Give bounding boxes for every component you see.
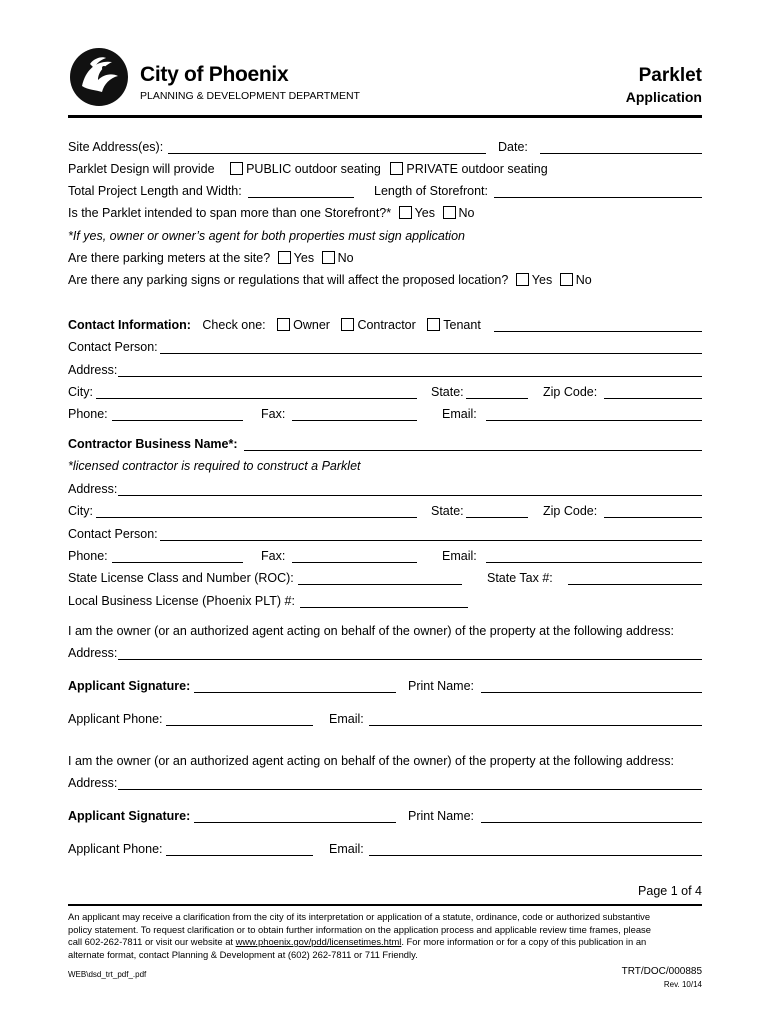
meters-no-checkbox[interactable] [322,251,335,264]
contact-address-label: Address: [68,363,118,377]
doc-number: TRT/DOC/000885 [621,966,702,977]
contractor-phone-label: Phone: [68,549,108,563]
contact-fax-label: Fax: [261,407,286,421]
contact-phone-field[interactable] [112,420,243,421]
owner2-signature-label: Applicant Signature: [68,809,191,823]
page-number: Page 1 of 4 [638,884,702,898]
contractor-zip-field[interactable] [604,517,702,518]
tenant-checkbox[interactable] [427,318,440,331]
contractor-state-field[interactable] [466,517,528,518]
signs-question: Are there any parking signs or regulations that will affect the proposed location? [68,273,509,287]
contractor-state-label: State: [431,504,464,518]
footer-rule [68,904,702,906]
licensetimes-link[interactable]: www.phoenix.gov/pdd/licensetimes.html [235,936,402,947]
owner1-address-field[interactable] [118,659,702,660]
contractor-person-field[interactable] [160,540,702,541]
owner1-signature-label: Applicant Signature: [68,679,191,693]
contact-zip-label: Zip Code: [543,385,598,399]
contact-phone-label: Phone: [68,407,108,421]
owner2-email-label: Email: [329,842,364,856]
local-license-label: Local Business License (Phoenix PLT) #: [68,594,295,608]
contact-state-label: State: [431,385,464,399]
license-label: State License Class and Number (ROC): [68,571,294,585]
owner1-print-name-field[interactable] [481,692,702,693]
contact-person-field[interactable] [160,353,702,354]
owner1-phone-field[interactable] [166,725,313,726]
meters-yes-label: Yes [293,251,315,265]
owner1-address-label: Address: [68,646,118,660]
state-tax-label: State Tax #: [487,571,553,585]
signs-no-checkbox[interactable] [560,273,573,286]
owner2-email-field[interactable] [369,855,702,856]
owner1-signature-field[interactable] [194,692,396,693]
local-license-field[interactable] [300,607,468,608]
tenant-label: Tenant [443,318,481,332]
project-length-field[interactable] [248,197,354,198]
check-one-label: Check one: [202,318,266,332]
contractor-phone-field[interactable] [112,562,243,563]
owner1-email-label: Email: [329,712,364,726]
storefront-length-field[interactable] [494,197,702,198]
private-seating-checkbox[interactable] [390,162,403,175]
meters-no-label: No [337,251,354,265]
contractor-person-label: Contact Person: [68,527,158,541]
owner2-signature-field[interactable] [194,822,396,823]
contractor-address-field[interactable] [118,495,702,496]
signs-yes-checkbox[interactable] [516,273,529,286]
owner1-email-field[interactable] [369,725,702,726]
public-seating-label: PUBLIC outdoor seating [246,162,381,176]
meters-row [68,251,354,265]
storefront-length-label: Length of Storefront: [374,184,488,198]
doc-title: Parklet [638,65,702,86]
contact-state-field[interactable] [466,398,528,399]
contact-email-label: Email: [442,407,477,421]
department-name: PLANNING & DEVELOPMENT DEPARTMENT [140,90,360,102]
contractor-note: *licensed contractor is required to construct a Parklet [68,459,361,473]
disclaimer-line-4: alternate format, contact Planning & Development at (602) 262-7811 or 711 Friendly. [68,948,418,960]
license-field[interactable] [298,584,462,585]
signs-row [68,273,592,287]
contact-city-field[interactable] [96,398,417,399]
state-tax-field[interactable] [568,584,702,585]
org-name: City of Phoenix [140,63,289,86]
contractor-checkbox[interactable] [341,318,354,331]
contractor-name-field[interactable] [244,450,702,451]
doc-subtitle: Application [625,89,702,105]
site-address-row [68,140,163,154]
contractor-city-field[interactable] [96,517,417,518]
meters-question: Are there parking meters at the site? [68,251,271,265]
date-field[interactable] [540,153,702,154]
contractor-email-field[interactable] [486,562,702,563]
site-address-field[interactable] [168,153,486,154]
owner2-address-label: Address: [68,776,118,790]
contact-type-row [68,318,481,332]
owner-statement-2: I am the owner (or an authorized agent acting on behalf of the owner) of the property at the following address: [68,754,674,768]
contractor-label: Contractor [357,318,416,332]
contact-city-label: City: [68,385,93,399]
signs-no-label: No [575,273,592,287]
owner1-phone-label: Applicant Phone: [68,712,163,726]
disclaimer [68,911,708,961]
contact-zip-field[interactable] [604,398,702,399]
span-row [68,206,474,220]
owner2-print-name-field[interactable] [481,822,702,823]
span-yes-label: Yes [414,206,436,220]
disclaimer-line-3a: call 602-262-7811 or visit our website at [68,936,236,947]
contact-person-label: Contact Person: [68,340,158,354]
design-row [68,162,548,176]
contact-heading: Contact Information: [68,318,191,332]
public-seating-checkbox[interactable] [230,162,243,175]
phoenix-bird-logo-icon [68,46,130,108]
contractor-city-label: City: [68,504,93,518]
span-note: *If yes, owner or owner’s agent for both properties must sign application [68,229,465,243]
owner-checkbox[interactable] [277,318,290,331]
owner-label: Owner [293,318,330,332]
contractor-fax-field[interactable] [292,562,417,563]
span-no-label: No [458,206,475,220]
contractor-fax-label: Fax: [261,549,286,563]
disclaimer-line-3b: . For more information or for a copy of this publication in an [401,936,647,947]
owner2-phone-label: Applicant Phone: [68,842,163,856]
contractor-email-label: Email: [442,549,477,563]
site-address-label: Site Address(es): [68,140,164,154]
disclaimer-line-1: An applicant may receive a clarification from the city of its interpretation or application of a statute, ordinance, code or authorized substantive [68,911,651,922]
owner-statement-1: I am the owner (or an authorized agent acting on behalf of the owner) of the property at the following address: [68,624,674,638]
contact-email-field[interactable] [486,420,702,421]
project-length-label: Total Project Length and Width: [68,184,242,198]
file-path: WEB\dsd_trt_pdf_.pdf [68,970,147,979]
date-label: Date: [498,140,528,154]
owner2-address-field[interactable] [118,789,702,790]
span-question: Is the Parklet intended to span more than one Storefront?* [68,206,392,220]
header-rule [68,115,702,118]
signs-yes-label: Yes [531,273,553,287]
owner2-print-name-label: Print Name: [408,809,474,823]
revision: Rev. 10/14 [663,980,702,989]
span-no-checkbox[interactable] [443,206,456,219]
disclaimer-line-3 [68,936,708,949]
contractor-zip-label: Zip Code: [543,504,598,518]
disclaimer-line-2: policy statement. To request clarification or to obtain further information on the application process and applicable review time frames, please [68,923,651,935]
contact-address-field[interactable] [118,376,702,377]
meters-yes-checkbox[interactable] [278,251,291,264]
contact-fax-field[interactable] [292,420,417,421]
owner2-phone-field[interactable] [166,855,313,856]
span-yes-checkbox[interactable] [399,206,412,219]
contractor-address-label: Address: [68,482,118,496]
contractor-heading: Contractor Business Name*: [68,437,238,451]
design-label: Parklet Design will provide [68,162,215,176]
owner1-print-name-label: Print Name: [408,679,474,693]
private-seating-label: PRIVATE outdoor seating [406,162,548,176]
contact-type-other-field[interactable] [494,331,702,332]
